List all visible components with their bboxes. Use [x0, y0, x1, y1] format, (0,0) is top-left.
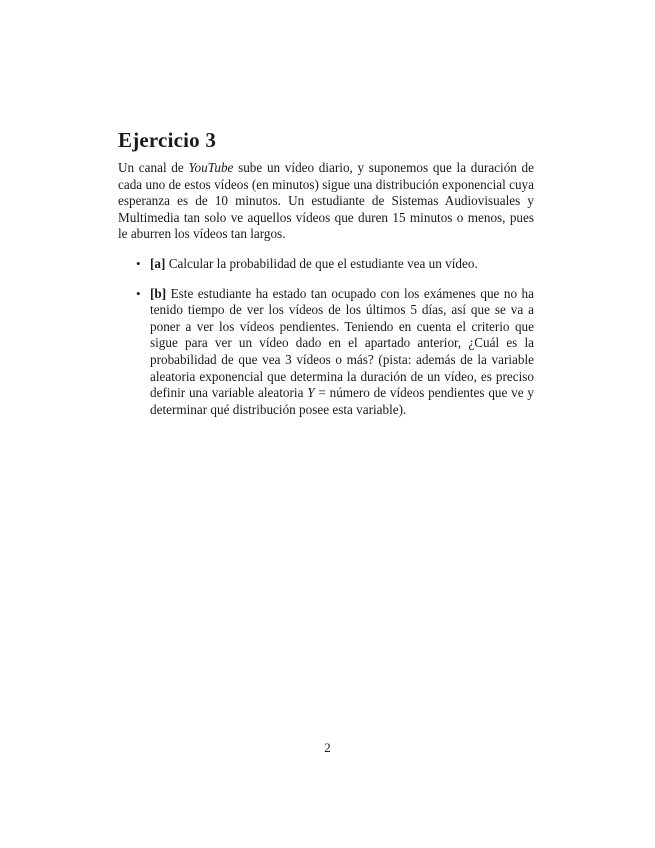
- list-item-a: [118, 256, 534, 273]
- intro-text-start: Un canal de: [118, 160, 189, 175]
- bullet-icon: •: [136, 256, 141, 271]
- exercise-items-list: [118, 256, 534, 418]
- exercise-heading: Ejercicio 3: [118, 128, 217, 152]
- page-number: 2: [324, 740, 331, 755]
- item-text: Calcular la probabilidad de que el estudiante vea un vídeo.: [165, 256, 478, 271]
- item-tag: [b]: [150, 285, 167, 301]
- bullet-icon: •: [136, 285, 141, 301]
- item-tag: [a]: [150, 256, 166, 271]
- math-variable: Y: [307, 385, 315, 401]
- item-text-before: Este estudiante ha estado tan ocupado con los exámenes que no ha tenido tiempo de ver los vídeos de los últimos 5 días, así que se va a poner a ver los vídeos pendientes. Teniendo en cuenta el criterio que sigue para ver un vídeo dado en el apartado anterior, ¿Cuál es la probabilidad de que vea 3 vídeos o más? (pista: además de la variable aleatoria exponencial que determina la duración de un vídeo, es preciso definir una variable aleatoria: [150, 285, 534, 401]
- intro-text-rest: sube un vídeo diario, y suponemos que la duración de cada uno de estos vídeos (en minutos) sigue una distribución exponencial cuya esperanza es de 10 minutos. Un estudiante de Sistemas Audiovisuales y Multimedia tan solo ve aquellos vídeos que duren 15 minutos o menos, pues le aburren los vídeos tan largos.: [118, 160, 535, 242]
- exercise-intro: [118, 160, 534, 243]
- intro-brand-name: YouTube: [188, 160, 234, 175]
- list-item-b: [118, 286, 534, 419]
- item-text-after: = número de vídeos pendientes que ve y determinar qué distribución posee esta variable).: [150, 385, 534, 417]
